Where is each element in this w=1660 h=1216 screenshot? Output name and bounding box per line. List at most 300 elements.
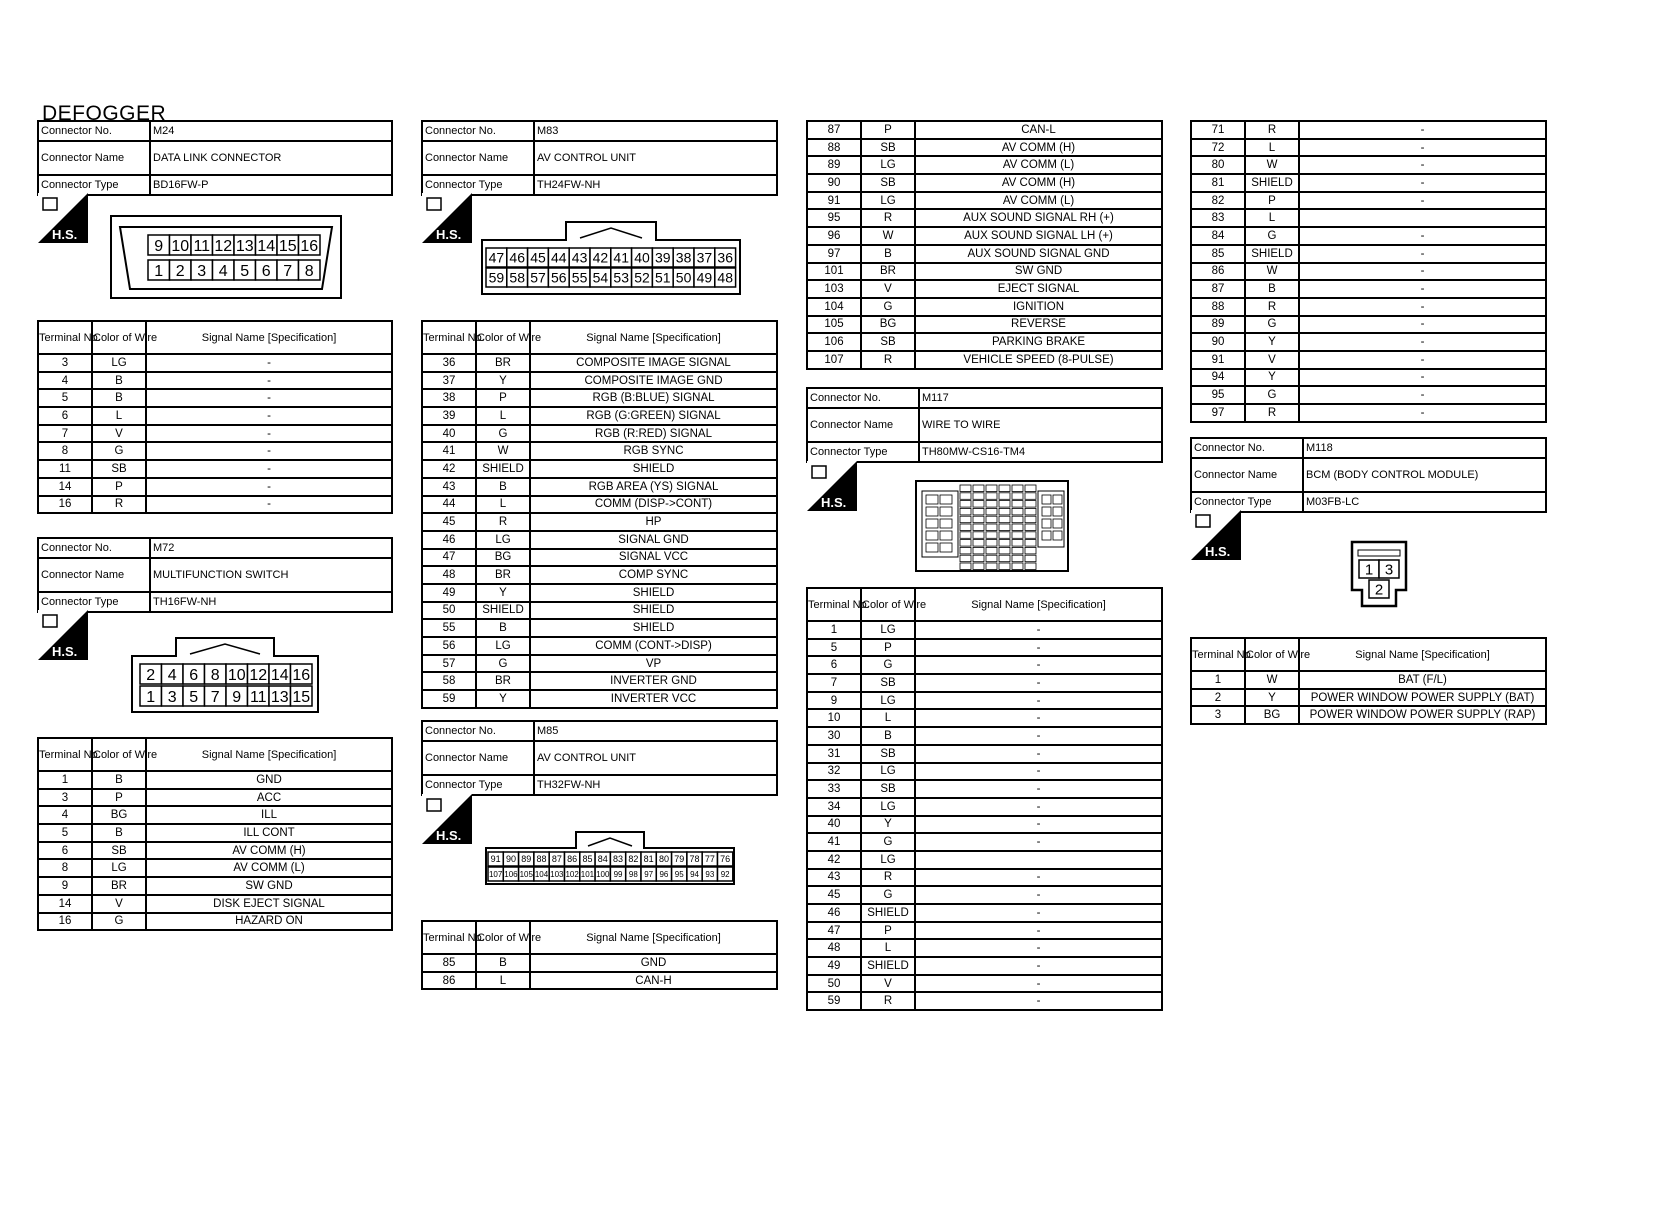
signal-name: - [146,442,392,460]
terminal-no: 105 [807,316,861,334]
pin-number: 10 [171,237,190,255]
pin-cavity [999,485,1010,492]
terminal-no: 10 [807,709,861,727]
terminal-no-header: Terminal No. [807,588,861,621]
terminal-no: 87 [1191,280,1245,298]
terminal-table-m117-continued [1190,120,1547,423]
pin-cavity [1042,507,1051,516]
pin-number: 83 [613,854,624,865]
table-header-row [38,321,392,354]
pin-cavity [973,532,984,539]
signal-name: AV COMM (L) [915,156,1162,174]
table-row [422,460,777,478]
terminal-no: 45 [422,513,476,531]
table-row [38,372,392,390]
pin-cavity [960,540,971,547]
signal-name: - [915,992,1162,1010]
connector-name-value: AV CONTROL UNIT [534,141,777,175]
table-header-row [422,321,777,354]
pin-number: 3 [1384,561,1394,579]
lock-tab [1358,550,1400,556]
signal-name: SW GND [146,877,392,895]
terminal-table-m85-continued [806,120,1163,370]
terminal-no: 8 [38,442,92,460]
table-row [38,478,392,496]
wire-color: G [861,656,915,674]
pin-number: 79 [674,854,685,865]
terminal-no: 106 [807,333,861,351]
pin-number: 107 [488,869,503,879]
wire-color: BR [861,263,915,281]
pin-number: 89 [521,854,532,865]
table-header-row [422,921,777,954]
pin-number: 1 [154,262,164,280]
terminal-no: 91 [807,192,861,210]
terminal-no: 5 [807,639,861,657]
wire-color: R [861,209,915,227]
signal-name: - [146,496,392,514]
table-row [807,674,1162,692]
table-row [1191,192,1546,210]
signal-name: COMPOSITE IMAGE SIGNAL [530,354,777,372]
connector-type-label: Connector Type [422,175,534,195]
terminal-no: 47 [422,549,476,567]
pin-number: 92 [720,869,730,879]
connector-m117-face [914,477,1074,577]
wire-color: W [861,227,915,245]
pin-number: 15 [278,237,297,255]
pin-number: 100 [596,869,610,879]
table-row [422,372,777,390]
pin-cavity [1042,531,1051,540]
wire-color: G [476,425,530,443]
wire-color: G [1245,386,1299,404]
pin-number: 5 [189,688,199,706]
wire-color: Y [1245,369,1299,387]
connector-name-label: Connector Name [422,141,534,175]
terminal-no-header: Terminal No. [1191,638,1245,671]
wire-color: W [476,442,530,460]
pin-number: 43 [571,249,588,266]
pin-number: 14 [257,237,276,255]
pin-number: 15 [292,688,311,706]
signal-name: PARKING BRAKE [915,333,1162,351]
signal-name: RGB (B:BLUE) SIGNAL [530,389,777,407]
terminal-no: 83 [1191,209,1245,227]
pin-number: 8 [304,262,314,280]
pin-number: 13 [235,237,254,255]
signal-name: SHIELD [530,584,777,602]
pin-cavity [1012,501,1023,508]
terminal-no: 5 [38,389,92,407]
wire-color: BG [1245,706,1299,724]
pin-cavity [999,555,1010,562]
color-of-wire-header: Color of Wire [92,738,146,771]
connector-m72-block [37,537,393,613]
signal-name: - [1299,404,1546,422]
signal-name [1299,209,1546,227]
wire-color: L [92,407,146,425]
terminal-no: 16 [38,496,92,514]
signal-name: SHIELD [530,619,777,637]
connector-m83-face [480,220,742,296]
table-row [38,460,392,478]
table-row [422,690,777,708]
wire-color: LG [861,851,915,869]
table-row [807,121,1162,139]
wire-color: SHIELD [1245,245,1299,263]
signal-name: ILL CONT [146,824,392,842]
pin-number: 36 [717,249,733,266]
terminal-table-m24-wrap [37,320,393,514]
signal-name: - [1299,369,1546,387]
wire-color: G [92,442,146,460]
wire-color: V [1245,351,1299,369]
pin-number: 38 [675,249,692,266]
terminal-no: 41 [807,833,861,851]
signal-name: - [915,709,1162,727]
terminal-table-m118 [1190,637,1547,725]
signal-name: REVERSE [915,316,1162,334]
pin-number: 86 [567,854,578,865]
terminal-no: 49 [422,584,476,602]
terminal-no: 38 [422,389,476,407]
signal-name: - [146,425,392,443]
signal-name: SHIELD [530,602,777,620]
wire-color: B [92,824,146,842]
table-row [422,566,777,584]
terminal-no: 9 [38,877,92,895]
table-row [422,549,777,567]
pin-cavity [1012,540,1023,547]
terminal-no: 43 [422,478,476,496]
pin-number: 94 [690,869,700,879]
pin-cavity [960,508,971,515]
table-row [1191,263,1546,281]
pin-number: 6 [261,262,271,280]
terminal-table-m72 [37,737,393,931]
connector-type-label: Connector Type [422,775,534,795]
pin-number: 3 [167,688,177,706]
signal-name: ILL [146,806,392,824]
wire-color: G [92,913,146,931]
connector-no-label: Connector No. [807,388,919,408]
signal-name-header: Signal Name [Specification] [530,321,777,354]
signal-name: DISK EJECT SIGNAL [146,895,392,913]
table-row [1191,351,1546,369]
table-row [1191,174,1546,192]
table-row [38,425,392,443]
pin-cavity [1025,555,1036,562]
pin-number: 103 [550,869,564,879]
wire-color: P [476,389,530,407]
terminal-no: 71 [1191,121,1245,139]
svg-text:H.S.: H.S. [821,495,847,510]
pin-cavity [973,547,984,554]
terminal-no: 43 [807,869,861,887]
terminal-no: 95 [807,209,861,227]
table-row [1191,139,1546,157]
wire-color: W [1245,671,1299,689]
terminal-no: 31 [807,745,861,763]
wire-color: B [476,619,530,637]
signal-name: RGB SYNC [530,442,777,460]
connector-no-label: Connector No. [422,721,534,741]
terminal-no: 56 [422,637,476,655]
pin-number: 7 [283,262,293,280]
terminal-no: 85 [422,954,476,972]
wire-color: BG [476,549,530,567]
pin-number: 7 [210,688,220,706]
pin-cavity [1012,547,1023,554]
pin-number: 91 [490,854,501,865]
pin-cavity [973,508,984,515]
connector-m24-face [110,215,342,299]
table-row [807,992,1162,1010]
signal-name: GND [530,954,777,972]
table-row [38,354,392,372]
pin-number: 2 [175,262,185,280]
pin-number: 42 [592,249,609,266]
wire-color: BG [92,806,146,824]
pin-number: 39 [655,249,671,266]
connector-type-label: Connector Type [38,592,150,612]
table-header-row [1191,638,1546,671]
terminal-no: 97 [1191,404,1245,422]
terminal-no: 103 [807,280,861,298]
table-row [807,263,1162,281]
signal-name: - [915,621,1162,639]
pin-cavity [940,507,952,516]
table-row [807,957,1162,975]
terminal-no: 107 [807,351,861,369]
table-row [1191,404,1546,422]
pin-cavity [1025,547,1036,554]
terminal-no: 41 [422,442,476,460]
signal-name: - [1299,156,1546,174]
terminal-no: 48 [422,566,476,584]
signal-name: - [915,798,1162,816]
svg-text:H.S.: H.S. [52,227,78,242]
table-header-row [38,738,392,771]
color-of-wire-header: Color of Wire [92,321,146,354]
pin-cavity [973,501,984,508]
pin-number: 4 [167,666,177,684]
terminal-table-m83-wrap [421,320,778,709]
wire-color: BR [92,877,146,895]
pin-cavity [973,493,984,500]
wire-color: B [1245,280,1299,298]
signal-name: - [915,886,1162,904]
connector-m118-face [1350,540,1408,608]
table-row [422,972,777,990]
table-row [1191,209,1546,227]
harness-side-icon [422,193,472,243]
table-row [422,531,777,549]
table-row [38,895,392,913]
pin-cavity [1053,495,1062,504]
table-row [1191,689,1546,707]
signal-name: BAT (F/L) [1299,671,1546,689]
pin-cavity [960,532,971,539]
pin-number: 44 [551,249,567,266]
connector-no-label: Connector No. [422,121,534,141]
terminal-no: 95 [1191,386,1245,404]
pin-cavity [960,493,971,500]
signal-name: COMM (DISP->CONT) [530,496,777,514]
pin-cavity [960,547,971,554]
terminal-no: 88 [1191,298,1245,316]
pin-number: 41 [613,249,629,266]
terminal-no: 104 [807,298,861,316]
wire-color: L [861,939,915,957]
pin-cavity [986,516,997,523]
table-row [807,851,1162,869]
pin-cavity [1025,508,1036,515]
signal-name: - [915,833,1162,851]
pin-cavity [986,532,997,539]
terminal-no: 91 [1191,351,1245,369]
terminal-no: 3 [1191,706,1245,724]
signal-name: VEHICLE SPEED (8-PULSE) [915,351,1162,369]
connector-name-label: Connector Name [1191,458,1303,492]
wire-color: B [92,771,146,789]
terminal-no: 80 [1191,156,1245,174]
wire-color: R [1245,404,1299,422]
wire-color: B [861,245,915,263]
pin-number: 93 [705,869,715,879]
table-row [422,584,777,602]
terminal-no: 44 [422,496,476,514]
pin-number: 104 [534,869,549,879]
wire-color: R [1245,298,1299,316]
table-row [38,877,392,895]
table-row [38,842,392,860]
table-row [1191,280,1546,298]
table-row [1191,121,1546,139]
connector-no-value: M118 [1303,438,1546,458]
pin-number: 4 [218,262,228,280]
pin-cavity [1025,524,1036,531]
wire-color: L [476,407,530,425]
signal-name: VP [530,655,777,673]
wire-color: LG [92,354,146,372]
table-row [422,637,777,655]
pin-number: 57 [530,269,546,286]
wire-color: SB [861,745,915,763]
signal-name: - [915,869,1162,887]
terminal-no: 82 [1191,192,1245,210]
signal-name-header: Signal Name [Specification] [146,738,392,771]
pin-cavity [986,563,997,570]
connector-no-label: Connector No. [38,538,150,558]
pin-cavity [999,524,1010,531]
pin-number: 6 [189,666,199,684]
wire-color: L [1245,209,1299,227]
table-row [807,869,1162,887]
connector-name-value: BCM (BODY CONTROL MODULE) [1303,458,1546,492]
signal-name: - [915,674,1162,692]
pin-cavity [1053,519,1062,528]
wire-color: LG [476,637,530,655]
pin-cavity [1042,519,1051,528]
connector-type-value: TH80MW-CS16-TM4 [919,442,1162,462]
color-of-wire-header: Color of Wire [476,321,530,354]
connector-m72-header [37,537,393,613]
table-row [807,227,1162,245]
wire-color: G [1245,316,1299,334]
wire-color: Y [1245,689,1299,707]
color-of-wire-header: Color of Wire [1245,638,1299,671]
table-row [1191,386,1546,404]
terminal-no: 14 [38,478,92,496]
wire-color: SB [861,674,915,692]
table-row [1191,156,1546,174]
terminal-no: 101 [807,263,861,281]
table-row [807,621,1162,639]
wire-color: W [1245,263,1299,281]
table-row [807,763,1162,781]
pin-number: 52 [634,269,650,286]
pin-cavity [999,493,1010,500]
wire-color: R [861,992,915,1010]
signal-name: - [1299,386,1546,404]
signal-name: - [146,478,392,496]
signal-name: - [915,816,1162,834]
table-row [422,389,777,407]
wire-color: B [92,372,146,390]
table-row [38,913,392,931]
table-row [422,478,777,496]
pin-cavity [1025,540,1036,547]
pin-number: 77 [704,854,715,865]
table-row [38,496,392,514]
table-row [38,806,392,824]
signal-name: AV COMM (H) [146,842,392,860]
wire-color: L [1245,139,1299,157]
pin-number: 106 [504,869,518,879]
table-row [807,280,1162,298]
signal-name: - [915,922,1162,940]
pin-number: 58 [509,269,525,286]
connector-no-value: M117 [919,388,1162,408]
terminal-no: 1 [1191,671,1245,689]
terminal-no: 86 [422,972,476,990]
terminal-no: 59 [807,992,861,1010]
terminal-no: 59 [422,690,476,708]
wire-color: SB [861,780,915,798]
terminal-no: 90 [807,174,861,192]
connector-m85-block [421,720,778,796]
pin-cavity [973,563,984,570]
signal-name: COMM (CONT->DISP) [530,637,777,655]
pin-cavity [940,519,952,528]
wire-color: B [476,954,530,972]
wire-color: SB [92,460,146,478]
connector-m24-header [37,120,393,196]
table-row [422,425,777,443]
pin-cavity [1012,508,1023,515]
signal-name: EJECT SIGNAL [915,280,1162,298]
signal-name: - [1299,333,1546,351]
pin-cavity [1012,485,1023,492]
signal-name: RGB (R:RED) SIGNAL [530,425,777,443]
table-row [38,389,392,407]
terminal-no: 3 [38,354,92,372]
connector-m118-block [1190,437,1547,513]
signal-name: - [146,407,392,425]
table-row [1191,671,1546,689]
